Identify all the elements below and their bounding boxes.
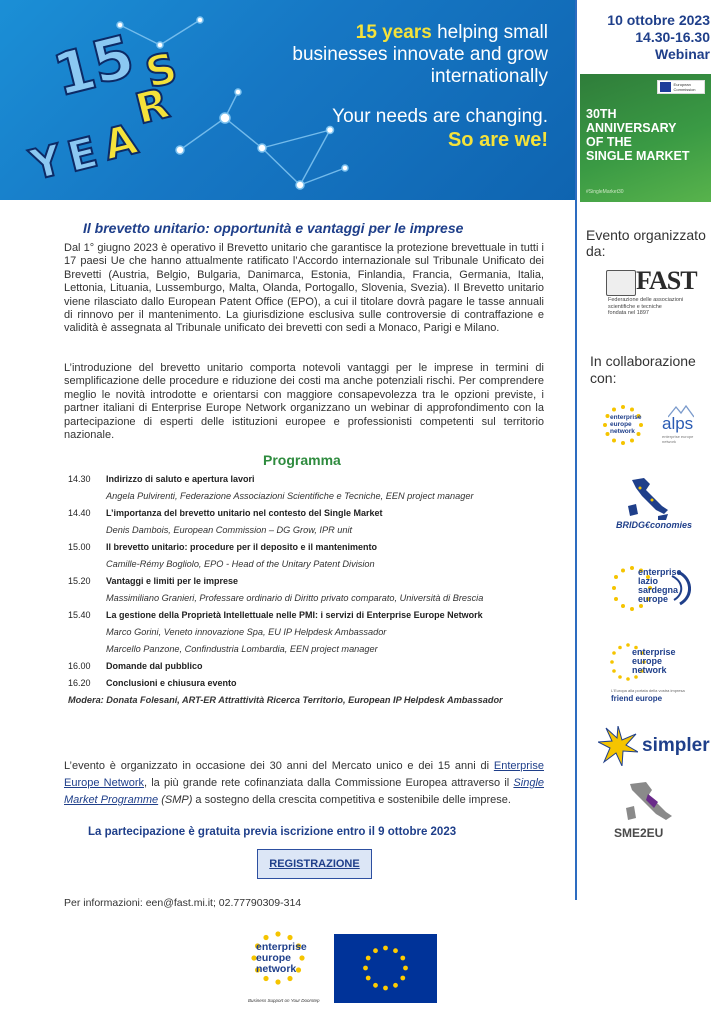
programme-time: 14.40 [68,508,91,518]
banner-needs-text: Your needs are changing. [332,106,548,127]
alps-wordmark: alps [662,414,694,433]
een-tagline: Business Support on Your Doorstep [248,998,320,1003]
alps-subtitle: enterprise europe network [662,434,694,444]
friend-word-line: enterprise [632,647,676,657]
een-word-line: network [610,428,635,435]
programme-list [68,471,546,709]
banner-tagline-line3: internationally [430,66,548,87]
een-word-line: enterprise [256,941,307,953]
programme-item [68,607,546,658]
anniversary-title-line: 30TH [586,107,617,121]
closing-text: a sostegno della crescita competitiva e sostenibile delle imprese. [192,794,511,806]
event-format: Webinar [655,46,710,62]
programme-item [68,573,546,607]
lazio-word-line: lazio [638,576,659,586]
page-title: Il brevetto unitario: opportunità e vantaggi per le imprese [83,220,464,236]
programme-title: Domande dal pubblico [106,661,203,671]
friend-europe-subtitle: L'Europa alla portata della vostra impresa [611,688,685,693]
programme-speaker: Denis Dambois, European Commission – DG Grow, IPR unit [106,525,353,535]
banner-tagline-line2: businesses innovate and grow [292,44,548,65]
een-wordmark [610,414,641,435]
programme-time: 15.40 [68,610,91,620]
friend-europe-een-wordmark [632,648,676,675]
anniversary-title-line: OF THE [586,135,632,149]
collaboration-label-line: con: [590,370,617,386]
programme-speaker: Camille-Rémy Bogliolo, EPO - Head of the Unitary Patent Division [106,559,375,569]
friend-europe-logo [608,642,698,706]
programme-item [68,505,546,539]
een-word-line: enterprise [610,414,642,421]
moderator-line: Modera: Donata Folesani, ART-ER Attrattività Ricerca Territorio, European IP Helpdesk Ambassador [68,695,503,705]
header-banner [0,0,577,200]
programme-speaker: Marco Gorini, Veneto innovazione Spa, EU IP Helpdesk Ambassador [106,627,387,637]
een-word-line: europe [256,952,292,964]
closing-text: L’evento è organizzato in occasione dei 30 anni del Mercato unico e dei 15 anni di [64,760,494,772]
programme-title: Vantaggi e limiti per le imprese [106,576,239,586]
eu-flag-icon [660,82,671,92]
svg-text:Y: Y [25,134,67,190]
lazio-sardegna-wordmark [638,568,682,604]
closing-paragraph [64,758,544,809]
svg-text:5: 5 [84,21,141,98]
een-word-line: network [256,963,297,975]
collaboration-label-line: In collaborazione [590,353,696,369]
programme-title: Indirizzo di saluto e apertura lavori [106,474,255,484]
sme2eu-wordmark: SME2EU [614,826,664,840]
programme-title: Il brevetto unitario: procedure per il deposito e il mantenimento [106,542,378,552]
event-info [607,12,710,63]
smp-abbreviation: (SMP) [158,794,193,806]
registration-button[interactable]: REGISTRAZIONE [257,849,372,879]
friend-word-line: network [632,665,667,675]
svg-text:S: S [140,42,182,98]
footer-een-logo [248,930,324,1006]
closing-text: , la più grande rete cofinanziata dalla Commissione Europea attraverso il [144,777,514,789]
lazio-word-line: enterprise [638,567,682,577]
programme-speaker: Angela Pulvirenti, Federazione Associazioni Scientifiche e Tecniche, EEN project manager [106,491,474,501]
fast-logo [606,266,697,316]
friend-europe-name: friend europe [611,694,663,703]
single-market-anniversary-badge [580,74,711,202]
bridgeconomies-logo [610,476,693,532]
programme-time: 16.20 [68,678,91,688]
organized-by-label: Evento organizzato da: [586,227,706,259]
programme-title: L’importanza del brevetto unitario nel contesto del Single Market [106,508,383,518]
fast-emblem-icon [606,270,636,296]
participation-notice: La partecipazione è gratuita previa iscrizione entro il 9 ottobre 2023 [88,826,457,838]
programme-speaker: Marcello Panzone, Confindustria Lombardia, EEN project manager [106,644,378,654]
programme-time: 15.20 [68,576,91,586]
lazio-word-line: sardegna [638,585,679,595]
event-time: 14.30-16.30 [635,29,710,45]
description-paragraph: L’introduzione del brevetto unitario comporta notevoli vantaggi per le imprese in termini di semplificazione delle procedure e riduzione dei costi ma anche potenziali rischi. Per comprendere meglio le novità introdotte e orientarsi con maggiore consapevolezza tra le opzioni previste, i partner italiani di Enterprise Europe Network organizzano un webinar di approfondimento con la partecipazione di esperti delle istituzioni europee e professionisti competenti sul territorio nazionale. [64,362,544,442]
programme-title: Conclusioni e chiusura evento [106,678,237,688]
fast-subtitle-line: fondata nel 1897 [608,310,649,316]
fast-subtitle-line: scientifiche e tecniche [608,303,662,310]
programme-item [68,539,546,573]
collaboration-label [590,353,696,387]
programme-time: 14.30 [68,474,91,484]
fast-wordmark: FAST [636,266,697,295]
svg-text:R: R [130,78,174,134]
programme-item [68,471,546,505]
eu-stars-icon [334,934,437,1003]
banner-tagline-line1 [320,22,548,44]
programme-item [68,658,546,675]
banner-tagline-rest: helping small [431,22,548,43]
intro-paragraph: Dal 1° giugno 2023 è operativo il Brevetto unitario che garantisce la protezione brevettuale in tutti i 17 paesi Ue che hanno attualmente ratificato l’Accordo internazionale sul Tribunale Unificato dei Brevetti (Austria, Belgio, Bulgaria, Danimarca, Estonia, Finlandia, Francia, Germania, Italia, Lettonia, Lituania, Lussemburgo, Malta, Olanda, Portogallo, Slovenia, Svezia). Il Brevetto unitario viene rilasciato dallo European Patent Office (EPO), a cui il titolare dovrà pagare le tasse annuali di rinnovo per il mantenimento. La giurisdizione esclusiva sulle controversie di contraffazione e validità è assegnata al Tribunale unificato dei brevetti con sedi a Monaco, Parigi e Milano. [64,242,544,335]
programme-title: La gestione della Proprietà Intellettuale nelle PMI: i servizi di Enterprise Europe Network [106,610,483,620]
banner-slogan: So are we! [447,129,548,151]
een-lazio-sardegna-logo [608,564,698,614]
eu-flag [334,934,437,1003]
svg-text:E: E [62,127,103,182]
lazio-word-line: europe [638,594,669,604]
fast-subtitle-line: Federazione delle associazioni [608,297,684,303]
bridgeconomies-wordmark: BRIDG€conomies [616,520,693,530]
italy-map-icon [610,476,690,522]
programme-time: 15.00 [68,542,91,552]
banner-years-highlight: 15 years [355,22,432,43]
programme-title: Programma [263,452,341,468]
anniversary-title [586,107,689,163]
programme-speaker: Massimiliano Granieri, Professare ordinario di Diritto privato comparato, Università di Brescia [106,593,484,603]
een-word-line: europe [610,421,632,428]
contact-info: Per informazioni: een@fast.mi.it; 02.77790309-314 [64,897,302,909]
anniversary-title-line: ANNIVERSARY [586,121,677,135]
anniversary-hashtag: #SingleMarket30 [586,189,624,195]
simpler-wordmark: simpler [642,735,710,756]
friend-word-line: europe [632,656,663,666]
enterprise-europe-network-link[interactable]: Enterprise Europe Network [64,760,544,789]
simpler-logo [598,726,710,766]
event-date: 10 ottobre 2023 [607,12,710,28]
european-commission-logo [657,80,705,94]
starburst-icon [598,726,638,766]
single-market-programme-link[interactable]: Single Market Programme [64,777,544,806]
programme-item [68,675,546,692]
programme-time: 16.00 [68,661,91,671]
footer-een-wordmark [256,942,307,975]
fast-subtitle [608,297,698,317]
svg-text:1: 1 [46,33,103,110]
column-divider [575,0,577,900]
een-alps-logo [602,404,702,446]
anniversary-title-line: SINGLE MARKET [586,149,690,163]
sme2eu-logo [612,780,688,844]
svg-text:A: A [98,114,142,170]
italy-map-icon [612,780,688,826]
european-commission-label: European Commission [673,82,696,92]
